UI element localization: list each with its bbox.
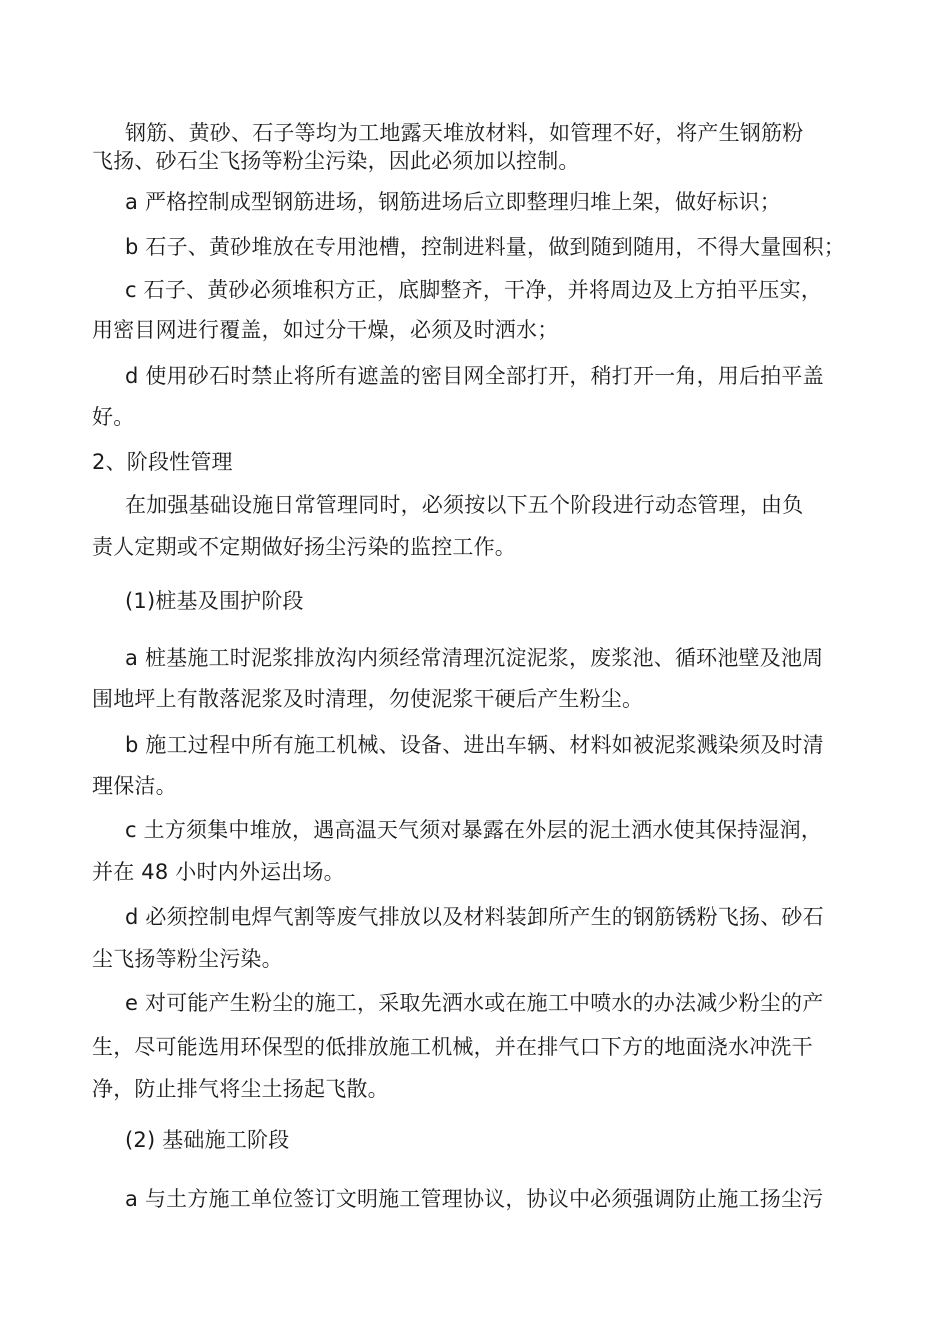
section-heading: 2、阶段性管理 [92,450,233,474]
paragraph-line: 好。 [92,405,135,429]
paragraph-line: 围地坪上有散落泥浆及时清理，勿使泥浆干硬后产生粉尘。 [92,687,644,711]
subsection-heading: (1)桩基及围护阶段 [125,589,304,613]
subsection-heading: (2) 基础施工阶段 [125,1128,290,1152]
paragraph-line: 理保洁。 [92,774,177,798]
paragraph-line: 并在 48 小时内外运出场。 [92,860,345,884]
paragraph-line: a 与土方施工单位签订文明施工管理协议，协议中必须强调防止施工扬尘污 [125,1187,824,1211]
paragraph-line: b 石子、黄砂堆放在专用池槽，控制进料量，做到随到随用，不得大量囤积； [125,235,846,259]
paragraph-line: c 土方须集中堆放，遇高温天气须对暴露在外层的泥土洒水使其保持湿润， [125,818,823,842]
paragraph-line: 用密目网进行覆盖，如过分干燥，必须及时洒水； [92,318,559,342]
paragraph-line: a 桩基施工时泥浆排放沟内须经常清理沉淀泥浆，废浆池、循环池壁及池周 [125,646,824,670]
paragraph-line: d 必须控制电焊气割等废气排放以及材料装卸所产生的钢筋锈粉飞扬、砂石 [125,905,824,929]
paragraph-line: 飞扬、砂石尘飞扬等粉尘污染，因此必须加以控制。 [92,149,580,173]
paragraph-line: 净，防止排气将尘土扬起飞散。 [92,1077,389,1101]
paragraph-line: e 对可能产生粉尘的施工，采取先洒水或在施工中喷水的办法减少粉尘的产 [125,991,824,1015]
paragraph-line: 在加强基础设施日常管理同时，必须按以下五个阶段进行动态管理，由负 [125,493,804,517]
paragraph-line: d 使用砂石时禁止将所有遮盖的密目网全部打开，稍打开一角，用后拍平盖 [125,364,824,388]
paragraph-line: 尘飞扬等粉尘污染。 [92,947,283,971]
paragraph-line: b 施工过程中所有施工机械、设备、进出车辆、材料如被泥浆溅染须及时清 [125,733,824,757]
paragraph-line: 钢筋、黄砂、石子等均为工地露天堆放材料，如管理不好，将产生钢筋粉 [125,121,804,145]
paragraph-line: 生，尽可能选用环保型的低排放施工机械，并在排气口下方的地面浇水冲洗干 [92,1035,813,1059]
paragraph-line: a 严格控制成型钢筋进场，钢筋进场后立即整理归堆上架，做好标识； [125,190,781,214]
paragraph-line: c 石子、黄砂必须堆积方正，底脚整齐，干净，并将周边及上方拍平压实， [125,278,823,302]
paragraph-line: 责人定期或不定期做好扬尘污染的监控工作。 [92,535,516,559]
